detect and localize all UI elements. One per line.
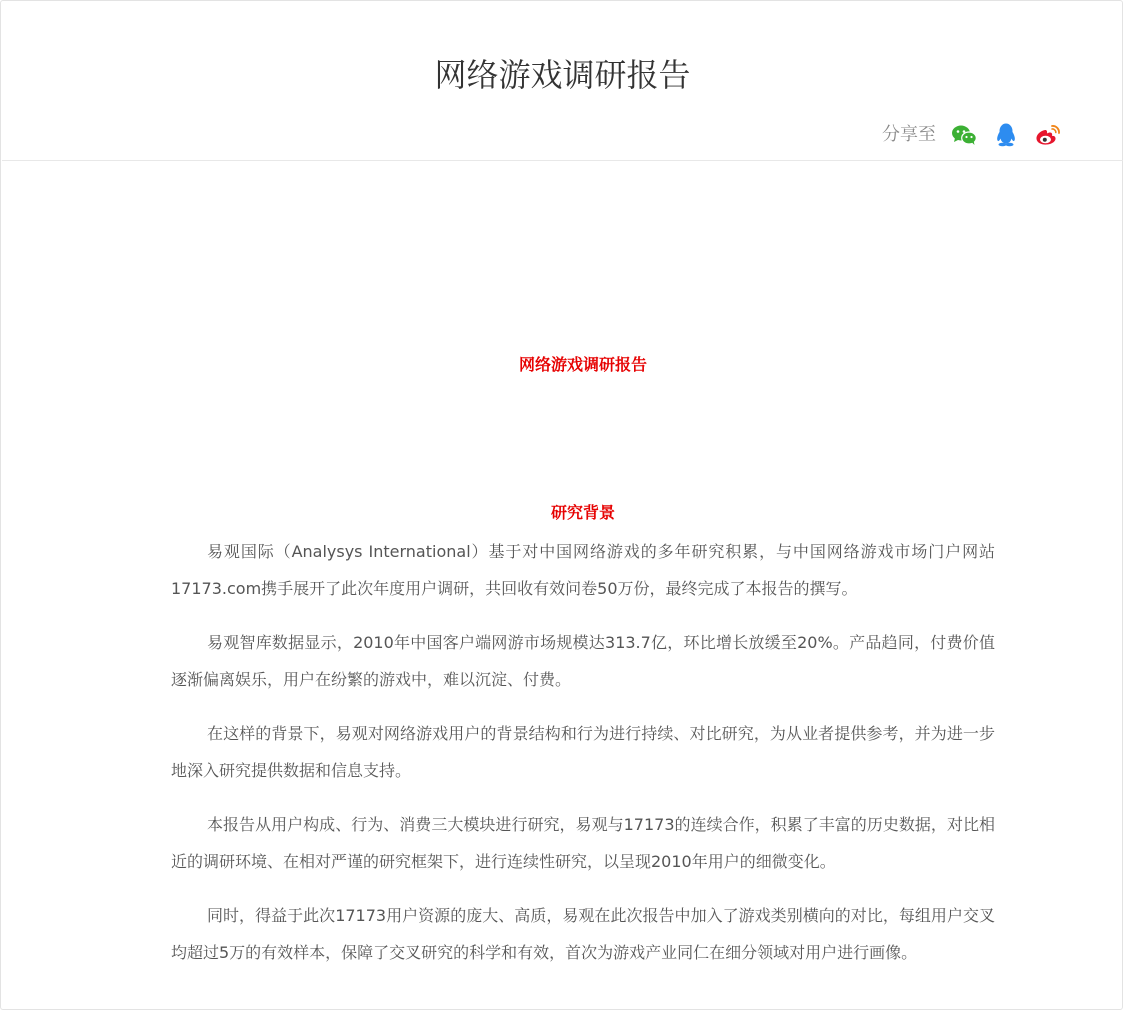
share-label: 分享至 (882, 124, 936, 145)
paragraph: 易观智库数据显示，2010年中国客户端网游市场规模达313.7亿，环比增长放缓至20%。产品趋同，付费价值逐渐偏离娱乐，用户在纷繁的游戏中，难以沉淀、付费。 (171, 633, 995, 689)
paragraph: 同时，得益于此次17173用户资源的庞大、高质，易观在此次报告中加入了游戏类别横向的对比，每组用户交叉均超过5万的有效样本，保障了交叉研究的科学和有效，首次为游戏产业同仁在细分领域对用户进行画像。 (171, 906, 995, 962)
paragraph: 易观国际（Analysys International）基于对中国网络游戏的多年研究积累，与中国网络游戏市场门户网站17173.com携手展开了此次年度用户调研，共回收有效问卷50万份，最终完成了本报告的撰写。 (171, 542, 995, 598)
article-header (2, 2, 1123, 161)
page-title: 网络游戏调研报告 (434, 56, 691, 94)
paragraph: 在这样的背景下，易观对网络游戏用户的背景结构和行为进行持续、对比研究，为从业者提供参考，并为进一步地深入研究提供数据和信息支持。 (171, 724, 995, 780)
share-bar (882, 120, 1076, 150)
weibo-icon[interactable] (1034, 121, 1062, 149)
background-heading-text: 研究背景 (550, 503, 615, 522)
qq-icon[interactable] (992, 121, 1020, 149)
report-heading-text: 网络游戏调研报告 (518, 355, 647, 374)
paragraph: 本报告从用户构成、行为、消费三大模块进行研究，易观与17173的连续合作，积累了丰富的历史数据，对比相近的调研环境、在相对严谨的研究框架下，进行连续性研究，以呈现2010年用户的细微变化。 (171, 815, 995, 871)
background-heading (171, 501, 995, 525)
paragraph-list (171, 533, 995, 988)
report-heading (171, 353, 995, 377)
wechat-icon[interactable] (950, 121, 978, 149)
